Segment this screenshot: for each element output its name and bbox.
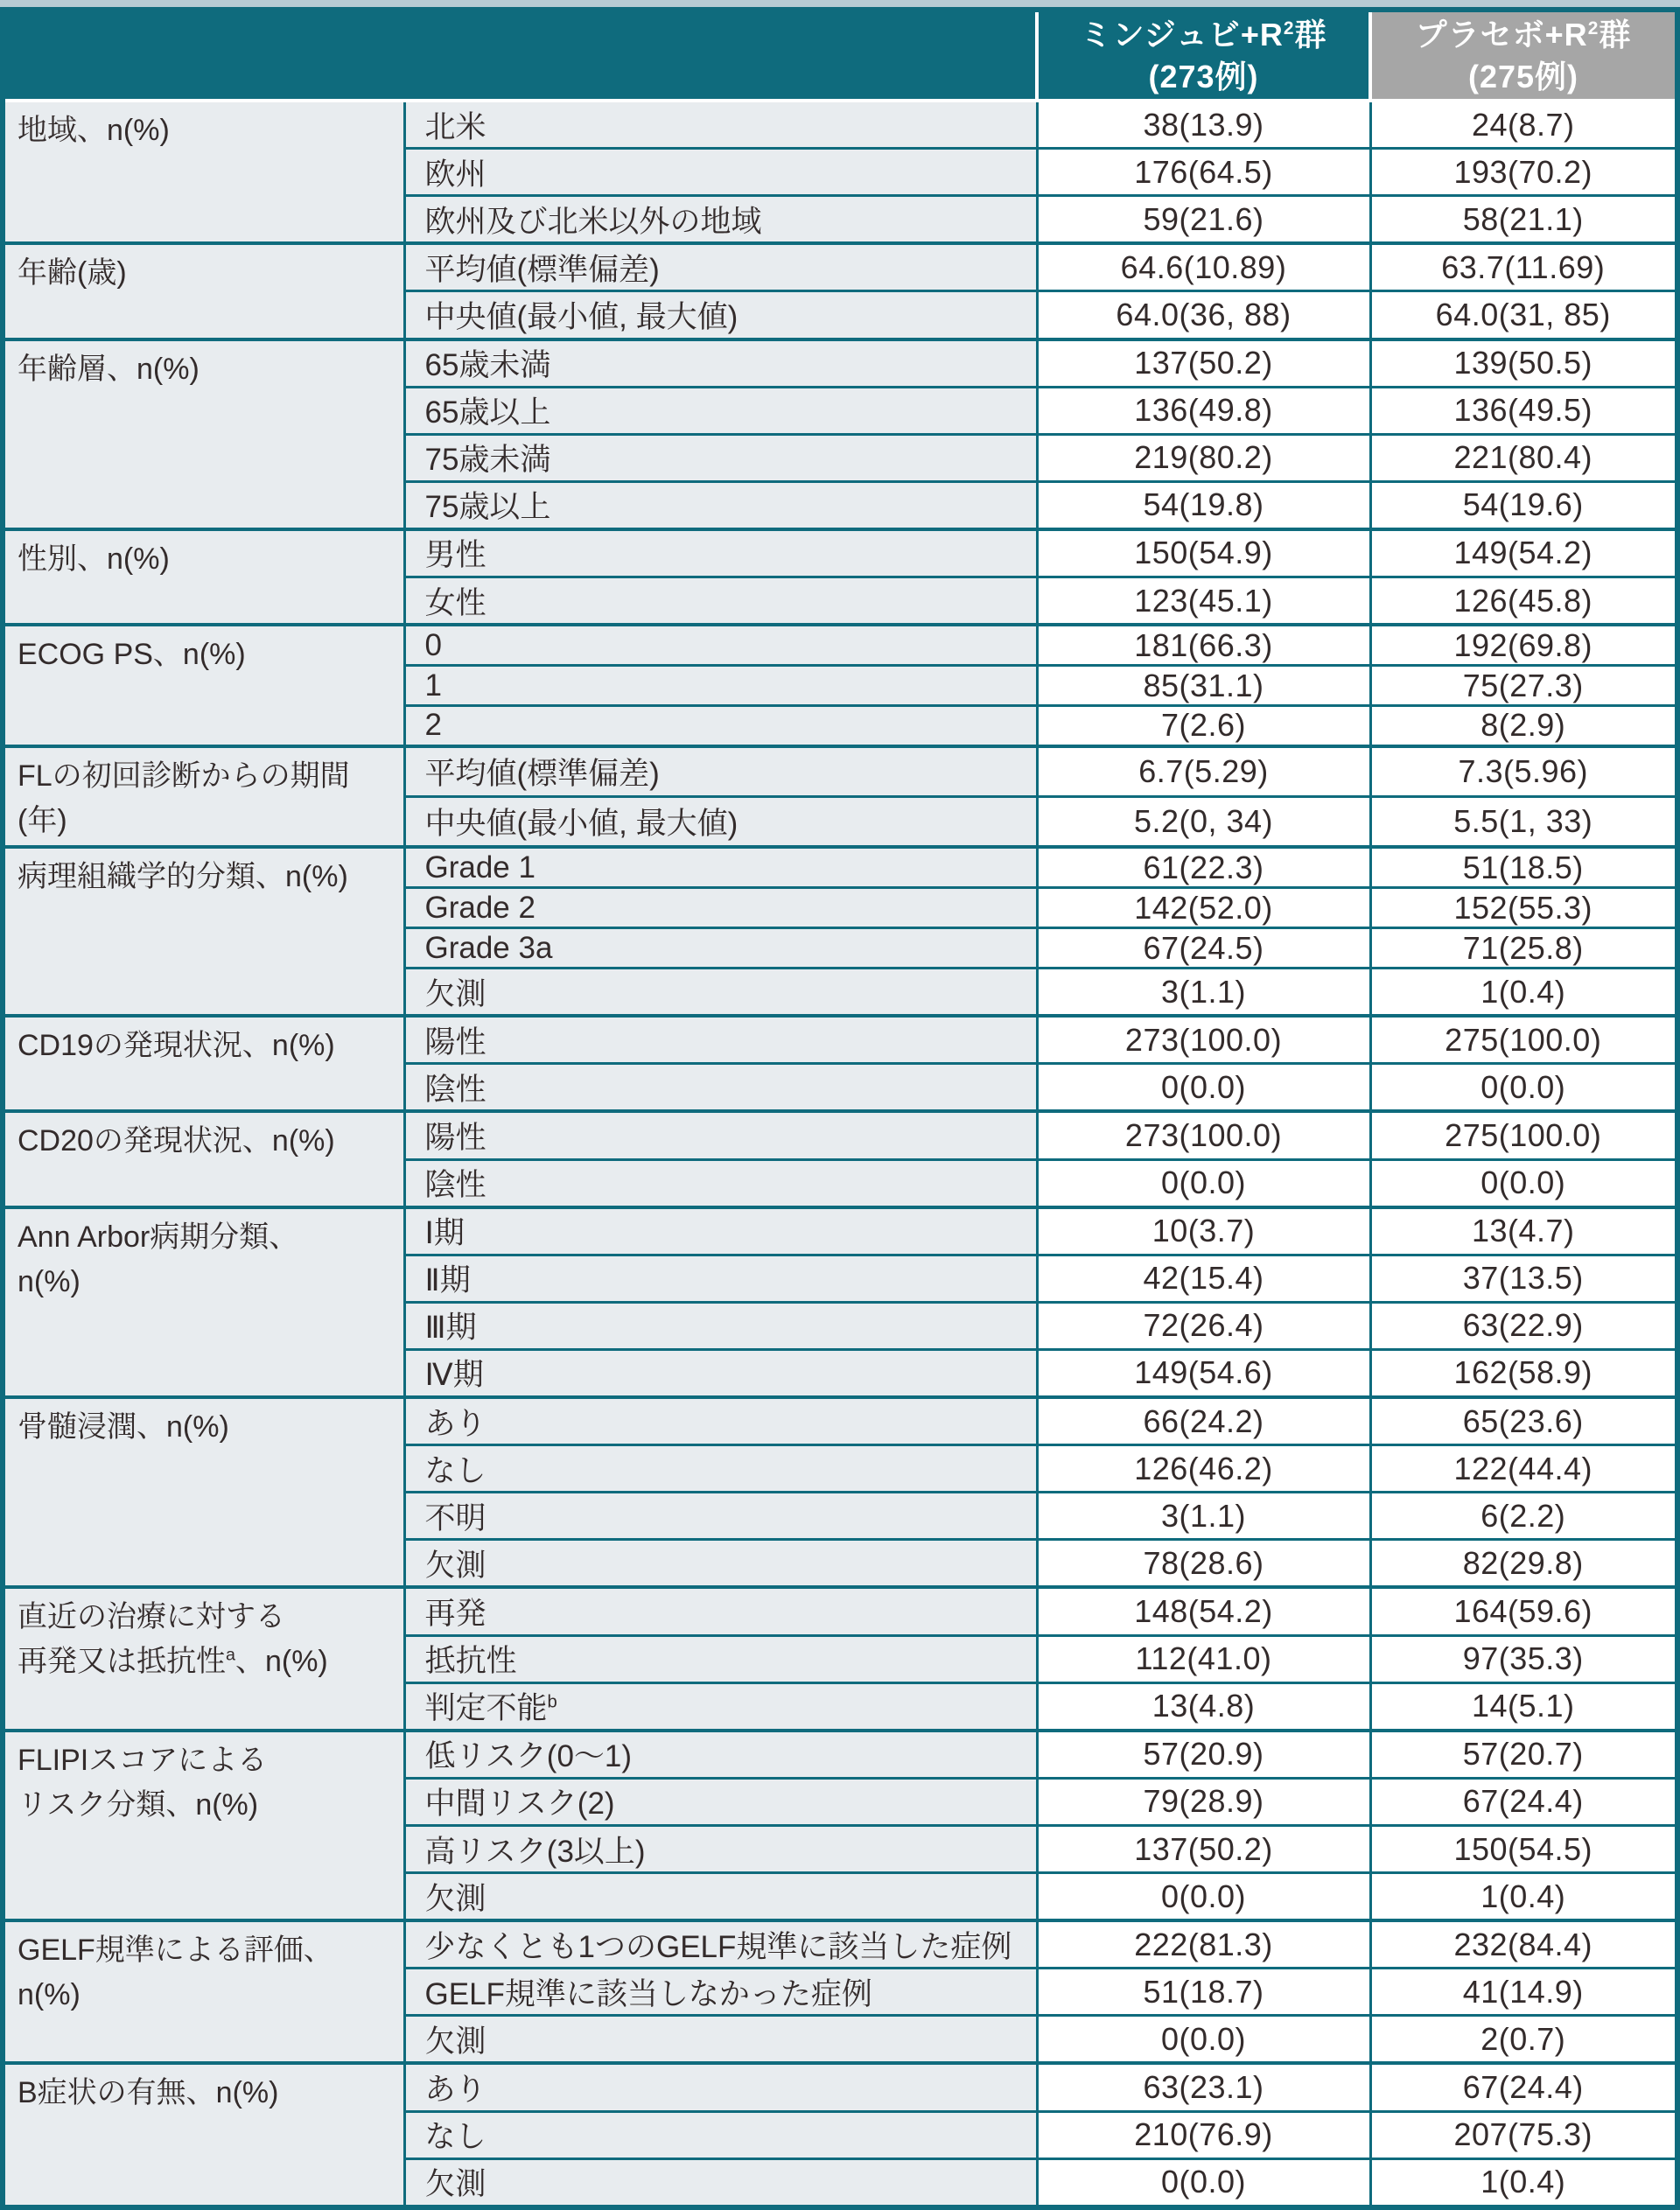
- table-row: [5, 101, 1675, 149]
- column-header-minjuvi-r2-group: ミンジュビ$+R^2$群 (273例): [1037, 12, 1370, 101]
- subcategory-cell: 低リスク(0〜1): [404, 1731, 1037, 1779]
- table-frame: [0, 7, 1680, 2210]
- category-cell: 地域、n(%): [5, 101, 404, 243]
- table-body: [5, 101, 1675, 2205]
- value-cell-minjuvi: 222(81.3): [1037, 1920, 1370, 1969]
- subcategory-cell: あり: [404, 2063, 1037, 2111]
- category-cell: 骨髄浸潤、n(%): [5, 1397, 404, 1587]
- value-cell-minjuvi: 72(26.4): [1037, 1302, 1370, 1349]
- subcategory-cell: 75歳未満: [404, 434, 1037, 481]
- value-cell-placebo: 162(58.9): [1370, 1349, 1675, 1397]
- value-cell-minjuvi: 0(0.0): [1037, 2016, 1370, 2064]
- subcategory-cell: 中間リスク(2): [404, 1778, 1037, 1825]
- table-row: [5, 847, 1675, 887]
- subcategory-cell: 欧州: [404, 149, 1037, 196]
- value-cell-minjuvi: 0(0.0): [1037, 1159, 1370, 1207]
- subcategory-cell: 65歳以上: [404, 387, 1037, 434]
- value-cell-minjuvi: 273(100.0): [1037, 1111, 1370, 1159]
- value-cell-placebo: 13(4.7): [1370, 1207, 1675, 1255]
- category-cell: CD19の発現状況、n(%): [5, 1016, 404, 1111]
- value-cell-placebo: 136(49.5): [1370, 387, 1675, 434]
- subcategory-cell: 高リスク(3以上): [404, 1825, 1037, 1872]
- table-row: [5, 339, 1675, 388]
- table-row: [5, 1111, 1675, 1159]
- value-cell-minjuvi: 66(24.2): [1037, 1397, 1370, 1445]
- table-row: [5, 625, 1675, 665]
- subcategory-cell: あり: [404, 1397, 1037, 1445]
- value-cell-placebo: 97(35.3): [1370, 1635, 1675, 1682]
- value-cell-minjuvi: 210(76.9): [1037, 2111, 1370, 2158]
- value-cell-minjuvi: 6.7(5.29): [1037, 746, 1370, 797]
- subcategory-cell: 欠測: [404, 2158, 1037, 2205]
- table-row: [5, 1016, 1675, 1064]
- table-row: [5, 1587, 1675, 1635]
- table-row: [5, 1397, 1675, 1445]
- value-cell-minjuvi: 0(0.0): [1037, 1064, 1370, 1112]
- value-cell-placebo: 192(69.8): [1370, 625, 1675, 665]
- table-row: [5, 1920, 1675, 1969]
- value-cell-minjuvi: 64.6(10.89): [1037, 243, 1370, 291]
- subcategory-cell: 不明: [404, 1493, 1037, 1540]
- value-cell-placebo: 5.5(1, 33): [1370, 797, 1675, 848]
- value-cell-minjuvi: 176(64.5): [1037, 149, 1370, 196]
- subcategory-cell: 平均値(標準偏差): [404, 746, 1037, 797]
- value-cell-placebo: 193(70.2): [1370, 149, 1675, 196]
- subcategory-cell: Ⅲ期: [404, 1302, 1037, 1349]
- value-cell-placebo: 14(5.1): [1370, 1682, 1675, 1731]
- value-cell-minjuvi: 78(28.6): [1037, 1540, 1370, 1588]
- subcategory-cell: 女性: [404, 577, 1037, 626]
- value-cell-placebo: 67(24.4): [1370, 2063, 1675, 2111]
- value-cell-placebo: 58(21.1): [1370, 196, 1675, 244]
- value-cell-minjuvi: 63(23.1): [1037, 2063, 1370, 2111]
- subcategory-cell: 2: [404, 706, 1037, 746]
- value-cell-placebo: 152(55.3): [1370, 888, 1675, 928]
- value-cell-placebo: 122(44.4): [1370, 1445, 1675, 1493]
- value-cell-placebo: 64.0(31, 85): [1370, 291, 1675, 339]
- category-cell: ECOG PS、n(%): [5, 625, 404, 746]
- table-row: [5, 1731, 1675, 1779]
- value-cell-placebo: 1(0.4): [1370, 1873, 1675, 1921]
- value-cell-minjuvi: 3(1.1): [1037, 1493, 1370, 1540]
- value-cell-minjuvi: 10(3.7): [1037, 1207, 1370, 1255]
- subcategory-cell: 抵抗性: [404, 1635, 1037, 1682]
- value-cell-minjuvi: 7(2.6): [1037, 706, 1370, 746]
- subcategory-cell: なし: [404, 1445, 1037, 1493]
- value-cell-minjuvi: 38(13.9): [1037, 101, 1370, 149]
- value-cell-placebo: 82(29.8): [1370, 1540, 1675, 1588]
- subcategory-cell: Ⅱ期: [404, 1255, 1037, 1302]
- value-cell-minjuvi: 85(31.1): [1037, 666, 1370, 706]
- value-cell-placebo: 54(19.6): [1370, 481, 1675, 529]
- baseline-table: [5, 12, 1675, 2205]
- category-cell: 性別、n(%): [5, 529, 404, 625]
- header-corner-cell: [5, 12, 1037, 101]
- value-cell-placebo: 232(84.4): [1370, 1920, 1675, 1969]
- value-cell-minjuvi: 3(1.1): [1037, 969, 1370, 1017]
- value-cell-minjuvi: 137(50.2): [1037, 339, 1370, 388]
- value-cell-placebo: 63(22.9): [1370, 1302, 1675, 1349]
- value-cell-placebo: 139(50.5): [1370, 339, 1675, 388]
- subcategory-cell: 陰性: [404, 1064, 1037, 1112]
- value-cell-minjuvi: 148(54.2): [1037, 1587, 1370, 1635]
- value-cell-minjuvi: 79(28.9): [1037, 1778, 1370, 1825]
- value-cell-minjuvi: 181(66.3): [1037, 625, 1370, 665]
- category-cell: CD20の発現状況、n(%): [5, 1111, 404, 1206]
- table-row: [5, 746, 1675, 797]
- value-cell-placebo: 71(25.8): [1370, 928, 1675, 969]
- value-cell-placebo: 207(75.3): [1370, 2111, 1675, 2158]
- value-cell-minjuvi: 61(22.3): [1037, 847, 1370, 887]
- table-row: [5, 2063, 1675, 2111]
- subcategory-cell: 1: [404, 666, 1037, 706]
- value-cell-placebo: 65(23.6): [1370, 1397, 1675, 1445]
- value-cell-placebo: 75(27.3): [1370, 666, 1675, 706]
- value-cell-minjuvi: 219(80.2): [1037, 434, 1370, 481]
- value-cell-minjuvi: 13(4.8): [1037, 1682, 1370, 1731]
- subcategory-cell: 欠測: [404, 969, 1037, 1017]
- subcategory-cell: 欧州及び北米以外の地域: [404, 196, 1037, 244]
- value-cell-placebo: 149(54.2): [1370, 529, 1675, 577]
- category-cell: 年齢層、n(%): [5, 339, 404, 529]
- value-cell-minjuvi: 54(19.8): [1037, 481, 1370, 529]
- value-cell-placebo: 24(8.7): [1370, 101, 1675, 149]
- subcategory-cell: Grade 3a: [404, 928, 1037, 969]
- value-cell-minjuvi: 67(24.5): [1037, 928, 1370, 969]
- value-cell-minjuvi: 0(0.0): [1037, 2158, 1370, 2205]
- value-cell-minjuvi: 64.0(36, 88): [1037, 291, 1370, 339]
- subcategory-cell: 陽性: [404, 1016, 1037, 1064]
- category-cell: 年齢(歳): [5, 243, 404, 339]
- value-cell-placebo: 63.7(11.69): [1370, 243, 1675, 291]
- category-cell: FLIPIスコアによる リスク分類、n(%): [5, 1731, 404, 1920]
- value-cell-placebo: 221(80.4): [1370, 434, 1675, 481]
- value-cell-minjuvi: 0(0.0): [1037, 1873, 1370, 1921]
- value-cell-placebo: 51(18.5): [1370, 847, 1675, 887]
- value-cell-placebo: 7.3(5.96): [1370, 746, 1675, 797]
- value-cell-minjuvi: 126(46.2): [1037, 1445, 1370, 1493]
- subcategory-cell: 欠測: [404, 1873, 1037, 1921]
- subcategory-cell: 北米: [404, 101, 1037, 149]
- value-cell-placebo: 1(0.4): [1370, 969, 1675, 1017]
- subcategory-cell: 再発: [404, 1587, 1037, 1635]
- value-cell-minjuvi: 142(52.0): [1037, 888, 1370, 928]
- value-cell-minjuvi: 150(54.9): [1037, 529, 1370, 577]
- table-header: [5, 12, 1675, 101]
- value-cell-placebo: 6(2.2): [1370, 1493, 1675, 1540]
- header-row: [5, 12, 1675, 101]
- value-cell-placebo: 41(14.9): [1370, 1969, 1675, 2016]
- subcategory-cell: 65歳未満: [404, 339, 1037, 388]
- subcategory-cell: Ⅰ期: [404, 1207, 1037, 1255]
- table-row: [5, 529, 1675, 577]
- subcategory-cell: 中央値(最小値, 最大値): [404, 797, 1037, 848]
- subcategory-cell: 欠測: [404, 1540, 1037, 1588]
- value-cell-minjuvi: 149(54.6): [1037, 1349, 1370, 1397]
- subcategory-cell: 75歳以上: [404, 481, 1037, 529]
- subcategory-cell: 平均値(標準偏差): [404, 243, 1037, 291]
- table-row: [5, 1207, 1675, 1255]
- subcategory-cell: なし: [404, 2111, 1037, 2158]
- value-cell-minjuvi: 112(41.0): [1037, 1635, 1370, 1682]
- subcategory-cell: Grade 2: [404, 888, 1037, 928]
- value-cell-placebo: 275(100.0): [1370, 1016, 1675, 1064]
- value-cell-placebo: 164(59.6): [1370, 1587, 1675, 1635]
- value-cell-minjuvi: 42(15.4): [1037, 1255, 1370, 1302]
- subcategory-cell: 0: [404, 625, 1037, 665]
- value-cell-minjuvi: 123(45.1): [1037, 577, 1370, 626]
- value-cell-placebo: 0(0.0): [1370, 1064, 1675, 1112]
- category-cell: GELF規準による評価、 n(%): [5, 1920, 404, 2063]
- column-header-placebo-r2-group: プラセボ$+R^2$群 (275例): [1370, 12, 1675, 101]
- subcategory-cell: 男性: [404, 529, 1037, 577]
- value-cell-placebo: 8(2.9): [1370, 706, 1675, 746]
- value-cell-placebo: 150(54.5): [1370, 1825, 1675, 1872]
- value-cell-minjuvi: 59(21.6): [1037, 196, 1370, 244]
- subcategory-cell: 陰性: [404, 1159, 1037, 1207]
- value-cell-placebo: 2(0.7): [1370, 2016, 1675, 2064]
- value-cell-minjuvi: 137(50.2): [1037, 1825, 1370, 1872]
- subcategory-cell: 欠測: [404, 2016, 1037, 2064]
- value-cell-minjuvi: 136(49.8): [1037, 387, 1370, 434]
- subcategory-cell: 少なくとも1つのGELF規準に該当した症例: [404, 1920, 1037, 1969]
- value-cell-placebo: 57(20.7): [1370, 1731, 1675, 1779]
- value-cell-placebo: 1(0.4): [1370, 2158, 1675, 2205]
- category-cell: 直近の治療に対する 再発又は抵抗性$^a$、n(%): [5, 1587, 404, 1730]
- category-cell: FLの初回診断からの期間 (年): [5, 746, 404, 847]
- value-cell-placebo: 0(0.0): [1370, 1159, 1675, 1207]
- category-cell: Ann Arbor病期分類、 n(%): [5, 1207, 404, 1397]
- value-cell-placebo: 126(45.8): [1370, 577, 1675, 626]
- value-cell-placebo: 67(24.4): [1370, 1778, 1675, 1825]
- subcategory-cell: 判定不能$^b$: [404, 1682, 1037, 1731]
- table-row: [5, 243, 1675, 291]
- value-cell-placebo: 37(13.5): [1370, 1255, 1675, 1302]
- category-cell: 病理組織学的分類、n(%): [5, 847, 404, 1016]
- subcategory-cell: 陽性: [404, 1111, 1037, 1159]
- subcategory-cell: Grade 1: [404, 847, 1037, 887]
- subcategory-cell: GELF規準に該当しなかった症例: [404, 1969, 1037, 2016]
- value-cell-minjuvi: 5.2(0, 34): [1037, 797, 1370, 848]
- value-cell-placebo: 275(100.0): [1370, 1111, 1675, 1159]
- category-cell: B症状の有無、n(%): [5, 2063, 404, 2205]
- subcategory-cell: 中央値(最小値, 最大値): [404, 291, 1037, 339]
- subcategory-cell: Ⅳ期: [404, 1349, 1037, 1397]
- value-cell-minjuvi: 57(20.9): [1037, 1731, 1370, 1779]
- value-cell-minjuvi: 51(18.7): [1037, 1969, 1370, 2016]
- value-cell-minjuvi: 273(100.0): [1037, 1016, 1370, 1064]
